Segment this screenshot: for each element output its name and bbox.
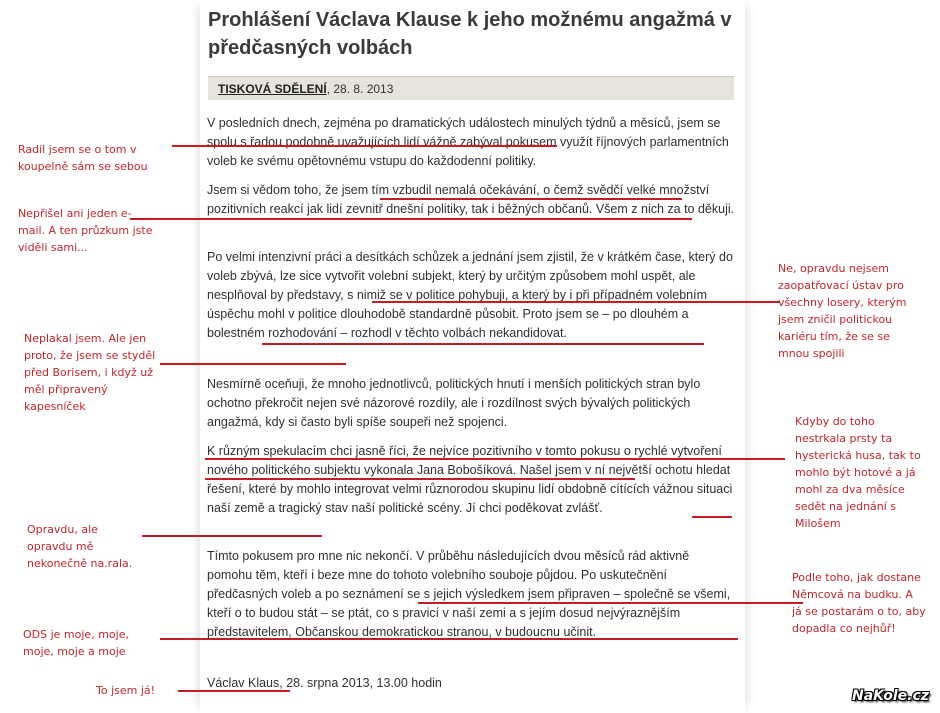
highlight-line <box>692 516 732 518</box>
annotation-note: Kdyby do toho nestrkala prsty ta hysterická husa, tak to mohlo být hotové a já mohl za dva měsíce sedět na jednání s Milošem <box>795 415 921 530</box>
annotation-note: Radil jsem se o tom v koupelně sám se sebou <box>18 143 148 173</box>
article-meta-bar <box>208 76 734 100</box>
paragraph-3: Po velmi intenzivní práci a desítkách schůzek a jednání jsem zjistil, že v krátkém čase, který do voleb zbývá, lze sice vytvořit volební subjekt, který by určitým způsobem mohl uspět, ale nesplňoval by představy, s nimiž se v politice pohybuji, a který by i při případném volebním úspěchu mohl v politice dlouhodobě standardně působit. Proto jsem se – po dlouhém a bolestném rozhodování – rozhodl v těchto volbách nekandidovat. <box>207 250 733 340</box>
category-link[interactable]: TISKOVÁ SDĚLENÍ <box>218 82 327 96</box>
annotation-note: To jsem já! <box>96 684 156 697</box>
article-date: , 28. 8. 2013 <box>326 82 394 96</box>
article-title: Prohlášení Václava Klause k jeho možnému angažmá v předčasných volbách <box>208 9 732 59</box>
paragraph-6: Tímto pokusem pro mne nic nekončí. V průběhu následujících dvou měsíců rád aktivně pomohu těm, kteří i beze mne do tohoto volebního souboje půjdou. Po uskutečnění předčasných voleb a po seznámení se s jejich výsledkem jsem připraven – společně se všemi, kteří o to budou stát – se ptát, co s pravicí v naší zemi a s jejím dosud nejvýraznějším představitelem, Občanskou demokratickou stranou, v budoucnu učinit. <box>207 549 731 639</box>
annotation-note: Opravdu, ale opravdu mě nekonečně na.rala. <box>27 523 133 570</box>
highlight-line <box>130 218 692 220</box>
annotation-note: Ne, opravdu nejsem zaopatřovací ústav pro všechny losery, kterým jsem zničil politickou kariéru tím, že se se mnou spojili <box>778 262 907 360</box>
highlight-line <box>205 458 785 460</box>
highlight-line <box>142 535 322 537</box>
annotation-note: Podle toho, jak dostane Němcová na budku. A já se postarám o to, aby dopadla co nejhůř! <box>792 571 926 635</box>
highlight-line <box>380 198 682 200</box>
annotation-note: Neplakal jsem. Ale jen proto, že jsem se styděl před Borisem, i když už měl připravený kapesníček <box>24 332 156 413</box>
highlight-line <box>160 363 346 365</box>
highlight-line <box>205 478 635 480</box>
highlight-line <box>160 638 738 640</box>
highlight-line <box>178 690 290 692</box>
watermark-logo: NaKole.cz <box>852 688 929 704</box>
paragraph-2: Jsem si vědom toho, že jsem tím vzbudil nemalá očekávání, o čemž svědčí velké množství pozitivních reakcí jak lidí zevnitř dnešní politiky, tak i běžných občanů. Všem z nich za to děkuji. <box>207 183 735 216</box>
paragraph-4: Nesmírně oceňuji, že mnoho jednotlivců, politických hnutí i menších politických stran bylo ochotno překročit nejen své názorové rozdíly, ale i rozdílnost svých bývalých politických angažmá, kdy si často byli spíše soupeři než spojenci. <box>207 377 701 429</box>
annotation-note: Nepřišel ani jeden e-mail. A ten průzkum jste viděli sami... <box>18 207 153 254</box>
paragraph-1: V posledních dnech, zejména po dramatických událostech minulých týdnů a měsíců, jsem se spolu s řadou podobně uvažujících lidí vážně zabýval pokusem využít říjnových parlamentních voleb ke svému opětovnému vstupu do každodenní politiky. <box>207 116 729 168</box>
paragraph-5: K různým spekulacím chci jasně říci, že nejvíce pozitivního v tomto pokusu o rychlé vytvoření nového politického subjektu vykonala Jana Bobošíková. Našel jsem v ní největší ochotu hledat řešení, které by mohlo integrovat velmi různorodou skupinu lidí obdobně cítících vážnou situaci naší země a tragický stav naší politické scény. Jí chci poděkovat zvlášť. <box>207 444 733 515</box>
annotation-note: ODS je moje, moje, moje, moje a moje <box>23 628 129 658</box>
signature: Václav Klaus, 28. srpna 2013, 13.00 hodin <box>207 676 442 690</box>
highlight-line <box>172 145 557 147</box>
highlight-line <box>262 343 704 345</box>
highlight-line <box>418 602 803 604</box>
highlight-line <box>372 301 780 303</box>
